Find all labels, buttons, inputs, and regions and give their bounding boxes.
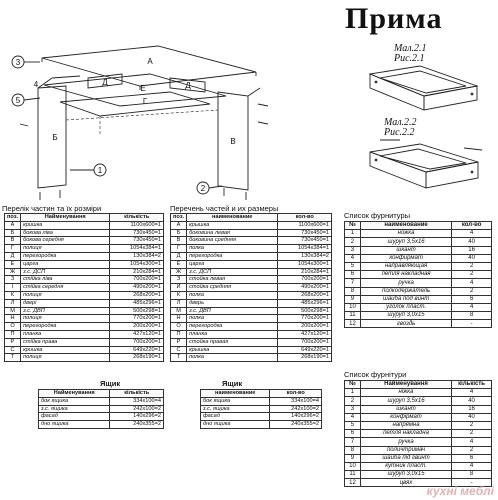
table-cell: К bbox=[5, 291, 21, 299]
table-row bbox=[171, 268, 332, 276]
table-cell: фасад bbox=[39, 413, 110, 421]
table-cell: 3 bbox=[345, 246, 361, 254]
table-row bbox=[171, 330, 332, 338]
table-cell: 7 bbox=[345, 438, 361, 446]
table-row bbox=[345, 238, 492, 246]
table-cell: 1 bbox=[345, 389, 361, 397]
table-cell: 11 bbox=[345, 471, 361, 479]
table-row bbox=[5, 338, 164, 346]
table-row bbox=[345, 397, 492, 405]
table-cell: 490x200=1 bbox=[278, 284, 332, 292]
table-row bbox=[5, 354, 164, 362]
table-cell: стойка средняя bbox=[187, 284, 278, 292]
table-cell: 6 bbox=[345, 430, 361, 438]
table-row bbox=[171, 291, 332, 299]
table-row bbox=[345, 471, 492, 479]
callout-3: 3 bbox=[15, 58, 21, 67]
table-row bbox=[171, 221, 332, 229]
table-cell: кришка bbox=[21, 221, 110, 229]
table-row bbox=[5, 268, 164, 276]
table-cell: 9 bbox=[345, 454, 361, 462]
table-cell: 6 bbox=[452, 454, 492, 462]
table-cell: 334x100=4 bbox=[110, 397, 164, 405]
table-cell: 200x200=1 bbox=[278, 323, 332, 331]
table-cell: крышка bbox=[187, 346, 278, 354]
table-row bbox=[5, 245, 164, 253]
table-cell: 6 bbox=[345, 271, 361, 279]
table-cell: ніжка bbox=[360, 389, 451, 397]
table-cell: 140x296=2 bbox=[270, 413, 322, 421]
table-cell: Г bbox=[5, 245, 21, 253]
table-cell: Ж bbox=[171, 268, 187, 276]
table-cell: 1100x600=1 bbox=[278, 221, 332, 229]
table-cell: з.с. ДВП bbox=[187, 307, 278, 315]
table-row bbox=[171, 338, 332, 346]
table-cell: Б bbox=[5, 229, 21, 237]
table-cell: 730x450=1 bbox=[278, 237, 332, 245]
table-cell: ножка bbox=[360, 230, 451, 238]
table-cell: гвоздь bbox=[360, 320, 451, 328]
table-cell: стійка ліва bbox=[21, 276, 110, 284]
table-cell: 5 bbox=[345, 421, 361, 429]
table-cell: перегородка bbox=[187, 252, 278, 260]
table-row bbox=[171, 315, 332, 323]
table-row bbox=[5, 291, 164, 299]
table-cell: бокова середня bbox=[21, 237, 110, 245]
table-row bbox=[345, 438, 492, 446]
table-cell: Ж bbox=[5, 268, 21, 276]
table-cell: 334x100=4 bbox=[270, 397, 322, 405]
table-cell: 2 bbox=[452, 446, 492, 454]
table-row bbox=[171, 237, 332, 245]
table-cell: полиця bbox=[21, 245, 110, 253]
table-row bbox=[345, 246, 492, 254]
table-cell: 8 bbox=[452, 312, 492, 320]
table-cell: шуруп 3,0x15 bbox=[360, 312, 451, 320]
table-row bbox=[171, 299, 332, 307]
table-cell: 16 bbox=[452, 246, 492, 254]
callout-1: 1 bbox=[97, 166, 103, 175]
table-row bbox=[5, 307, 164, 315]
col-name: Найменування bbox=[21, 214, 110, 222]
table-cell: 268x190=1 bbox=[278, 354, 332, 362]
watermark-logo: кухні меблі bbox=[426, 484, 494, 498]
table-row bbox=[345, 320, 492, 328]
table-row bbox=[5, 284, 164, 292]
table-row bbox=[5, 315, 164, 323]
table-cell: полиця bbox=[21, 354, 110, 362]
table-row bbox=[345, 462, 492, 470]
table-cell: полка bbox=[187, 291, 278, 299]
table-row bbox=[171, 229, 332, 237]
table-row bbox=[345, 312, 492, 320]
table-cell: Д bbox=[171, 252, 187, 260]
table-row bbox=[345, 389, 492, 397]
table-cell: бок ящика bbox=[39, 397, 110, 405]
hardware-ru-title: Список фурнитуры bbox=[344, 211, 411, 220]
table-row bbox=[201, 421, 322, 429]
table-cell: 10 bbox=[345, 303, 361, 311]
table-row bbox=[39, 413, 164, 421]
table-cell: перегородка bbox=[21, 323, 110, 331]
table-cell: 4 bbox=[452, 389, 492, 397]
table-row bbox=[171, 323, 332, 331]
table-cell: 200x200=1 bbox=[110, 323, 164, 331]
table-cell: дно ящика bbox=[201, 421, 270, 429]
table-cell: Л bbox=[5, 299, 21, 307]
table-cell: 210x284=1 bbox=[278, 268, 332, 276]
table-cell: 700x200=1 bbox=[110, 276, 164, 284]
table-cell: крышка bbox=[187, 221, 278, 229]
table-cell: шкант bbox=[360, 405, 451, 413]
table-row bbox=[5, 237, 164, 245]
drawer-ua-title: Ящик bbox=[100, 379, 121, 388]
table-cell: ручка bbox=[360, 279, 451, 287]
table-row bbox=[39, 397, 164, 405]
table-cell: 500x298=1 bbox=[110, 307, 164, 315]
table-cell: П bbox=[171, 330, 187, 338]
fig-caption-2: Мал.2.2 Рис.2.2 bbox=[384, 117, 417, 138]
table-cell: Н bbox=[5, 315, 21, 323]
table-row bbox=[171, 354, 332, 362]
table-cell: планка bbox=[187, 330, 278, 338]
table-cell: направляющая bbox=[360, 262, 451, 270]
table-cell: Е bbox=[171, 260, 187, 268]
table-cell: 40 bbox=[452, 413, 492, 421]
table-cell: Т bbox=[171, 354, 187, 362]
table-row bbox=[345, 421, 492, 429]
table-cell: А bbox=[5, 221, 21, 229]
table-cell: кришка bbox=[21, 346, 110, 354]
table-cell: 130x384=2 bbox=[110, 252, 164, 260]
parts-ua-title: Перелік частин та їх розміри bbox=[2, 204, 102, 213]
table-cell: 4 bbox=[452, 230, 492, 238]
callout-4: 4 bbox=[33, 80, 39, 89]
table-cell: П bbox=[5, 330, 21, 338]
table-row bbox=[345, 430, 492, 438]
parts-ua-table bbox=[4, 213, 164, 362]
table-cell: 10 bbox=[345, 462, 361, 470]
table-row bbox=[5, 299, 164, 307]
callout-5: 5 bbox=[15, 96, 21, 105]
table-cell: 6 bbox=[452, 295, 492, 303]
table-cell: планка bbox=[21, 330, 110, 338]
drawer-ru-title: Ящик bbox=[222, 379, 243, 388]
table-cell: 4 bbox=[452, 303, 492, 311]
table-row bbox=[171, 260, 332, 268]
table-cell: Е bbox=[5, 260, 21, 268]
table-cell: 7 bbox=[345, 279, 361, 287]
table-cell: перегородка bbox=[187, 323, 278, 331]
table-row bbox=[5, 221, 164, 229]
table-cell: Н bbox=[171, 315, 187, 323]
table-cell: 8 bbox=[452, 471, 492, 479]
top-panel-outline bbox=[42, 46, 256, 86]
table-row bbox=[201, 405, 322, 413]
table-row bbox=[171, 284, 332, 292]
table-cell: петля накладна bbox=[360, 430, 451, 438]
table-cell: бок ящика bbox=[201, 397, 270, 405]
panel-d-label-2: Д bbox=[185, 81, 191, 90]
table-cell: 40 bbox=[452, 254, 492, 262]
table-cell: ручка bbox=[360, 438, 451, 446]
table-cell: стійка права bbox=[21, 338, 110, 346]
table-cell: боковина левая bbox=[187, 229, 278, 237]
callout-2: 2 bbox=[200, 184, 206, 193]
table-cell: 1054x300=1 bbox=[278, 260, 332, 268]
panel-v-label: В bbox=[230, 137, 236, 146]
table-cell: - bbox=[452, 320, 492, 328]
table-cell: Р bbox=[5, 338, 21, 346]
table-row bbox=[345, 295, 492, 303]
table-row bbox=[345, 262, 492, 270]
table-cell: М bbox=[171, 307, 187, 315]
table-cell: полка bbox=[187, 354, 278, 362]
table-cell: 730x450=1 bbox=[278, 229, 332, 237]
table-row bbox=[345, 413, 492, 421]
table-row bbox=[5, 252, 164, 260]
table-row bbox=[345, 279, 492, 287]
table-row bbox=[345, 446, 492, 454]
table-cell: Г bbox=[171, 245, 187, 253]
table-cell: 8 bbox=[345, 446, 361, 454]
table-cell: 3 bbox=[345, 405, 361, 413]
panel-b-label: Б bbox=[52, 133, 58, 142]
table-cell: 240x355=2 bbox=[270, 421, 322, 429]
table-cell: боковина средняя bbox=[187, 237, 278, 245]
table-row bbox=[345, 271, 492, 279]
table-cell: В bbox=[5, 237, 21, 245]
table-cell: 2 bbox=[345, 397, 361, 405]
table-row bbox=[345, 405, 492, 413]
hardware-ua-table: № Найменування кількість 1 ніжка 4 2 шуруп 3,5x16 40 3 шкант 16 4 конфірмат 40 5 напрямна 2 6 петля накладна 2 7 ручка 4 8 поличтримач 2 9 шайба під гвинт 6 10 кутник пласт. 4 11 шуруп 3,0x15 8 12 цвях - bbox=[344, 380, 492, 487]
table-cell: 268x200=1 bbox=[110, 291, 164, 299]
table-cell: шайба під гвинт bbox=[360, 454, 451, 462]
table-cell: 2 bbox=[452, 430, 492, 438]
table-cell: з.с. ящика bbox=[201, 405, 270, 413]
drawer-ru-table: наименование кол-во бок ящика 334x100=4 з.с. ящика 242x100=2 фасад 140x296=2 дно ящика 240x355=2 bbox=[200, 389, 322, 429]
table-cell: 9 bbox=[345, 295, 361, 303]
table-cell: 240x355=2 bbox=[110, 421, 164, 429]
table-cell: напрямна bbox=[360, 421, 451, 429]
table-cell: шайба под винт bbox=[360, 295, 451, 303]
table-cell: перегородка bbox=[21, 252, 110, 260]
table-cell: уголок пласт. bbox=[360, 303, 451, 311]
table-cell: фасад bbox=[201, 413, 270, 421]
table-cell: Л bbox=[171, 299, 187, 307]
col-pos: поз. bbox=[5, 214, 21, 222]
table-cell: И bbox=[171, 284, 187, 292]
table-cell: 12 bbox=[345, 479, 361, 487]
table-row bbox=[345, 287, 492, 295]
table-cell: полка bbox=[187, 245, 278, 253]
table-cell: полиця bbox=[21, 315, 110, 323]
page-title: Прима bbox=[345, 2, 443, 35]
drawer-ua-table: Найменування кількість бок ящика 334x100=4 з.с. ящика 242x100=2 фасад 140x296=2 дно ящика 240x355=2 bbox=[38, 389, 164, 429]
table-cell: 268x200=1 bbox=[278, 291, 332, 299]
table-cell: стойка левая bbox=[187, 276, 278, 284]
table-cell: дверь bbox=[187, 299, 278, 307]
table-cell: 242x100=2 bbox=[110, 405, 164, 413]
table-cell: М bbox=[5, 307, 21, 315]
table-cell: дно ящика bbox=[39, 421, 110, 429]
table-cell: з.с. ДВП bbox=[21, 307, 110, 315]
table-cell: 12 bbox=[345, 320, 361, 328]
table-cell: 4 bbox=[452, 438, 492, 446]
table-row bbox=[345, 254, 492, 262]
table-cell: 700x200=1 bbox=[110, 338, 164, 346]
table-cell: В bbox=[171, 237, 187, 245]
table-cell: 427x120=1 bbox=[110, 330, 164, 338]
table-cell: 490x200=1 bbox=[110, 284, 164, 292]
table-cell: 485x296=1 bbox=[278, 299, 332, 307]
table-row bbox=[5, 260, 164, 268]
table-cell: - bbox=[452, 479, 492, 487]
table-row bbox=[5, 229, 164, 237]
table-row bbox=[171, 245, 332, 253]
table-cell: 700x200=1 bbox=[278, 276, 332, 284]
table-cell: З bbox=[171, 276, 187, 284]
table-cell: кутник пласт. bbox=[360, 462, 451, 470]
table-cell: 427x120=1 bbox=[278, 330, 332, 338]
table-cell: 2 bbox=[345, 238, 361, 246]
table-cell: конфирмат bbox=[360, 254, 451, 262]
table-cell: з.с. ДСП bbox=[187, 268, 278, 276]
table-row bbox=[345, 454, 492, 462]
table-cell: шкант bbox=[360, 246, 451, 254]
table-cell: К bbox=[171, 291, 187, 299]
table-row bbox=[171, 252, 332, 260]
table-cell: двері bbox=[21, 299, 110, 307]
table-cell: 700x200=1 bbox=[278, 338, 332, 346]
table-cell: 770x200=1 bbox=[110, 315, 164, 323]
drawer-drawing-1 bbox=[362, 62, 487, 112]
table-row bbox=[345, 230, 492, 238]
table-cell: Д bbox=[5, 252, 21, 260]
table-cell: 2 bbox=[452, 421, 492, 429]
table-row bbox=[5, 346, 164, 354]
table-cell: 4 bbox=[452, 279, 492, 287]
desk-assembly-drawing bbox=[0, 40, 290, 200]
table-cell: полкодержатель bbox=[360, 287, 451, 295]
table-row bbox=[39, 421, 164, 429]
table-cell: 649x220=1 bbox=[110, 346, 164, 354]
table-cell: 40 bbox=[452, 238, 492, 246]
table-cell: полиця bbox=[21, 291, 110, 299]
table-cell: 16 bbox=[452, 405, 492, 413]
table-row bbox=[171, 346, 332, 354]
table-cell: 4 bbox=[452, 462, 492, 470]
table-cell: 1054x384=1 bbox=[110, 245, 164, 253]
table-cell: 40 bbox=[452, 397, 492, 405]
table-cell: шуруп 3,5x16 bbox=[360, 238, 451, 246]
table-cell: Б bbox=[171, 229, 187, 237]
table-cell: шуруп 3,0x15 bbox=[360, 471, 451, 479]
table-row bbox=[39, 405, 164, 413]
table-cell: 730x450=1 bbox=[110, 237, 164, 245]
table-cell: 1100x600=1 bbox=[110, 221, 164, 229]
col-qty: кількість bbox=[110, 214, 164, 222]
table-cell: 4 bbox=[345, 413, 361, 421]
table-cell: О bbox=[5, 323, 21, 331]
table-cell: 2 bbox=[452, 262, 492, 270]
table-row bbox=[5, 323, 164, 331]
table-row bbox=[201, 413, 322, 421]
table-cell: 649x220=1 bbox=[278, 346, 332, 354]
table-row bbox=[345, 303, 492, 311]
table-cell: Р bbox=[171, 338, 187, 346]
table-row bbox=[201, 397, 322, 405]
table-row bbox=[171, 276, 332, 284]
table-cell: царга bbox=[21, 260, 110, 268]
drawer-drawing-2 bbox=[360, 136, 490, 194]
table-cell: 130x384=2 bbox=[278, 252, 332, 260]
table-row bbox=[5, 330, 164, 338]
table-cell: 2 bbox=[452, 287, 492, 295]
table-cell: 1054x384=1 bbox=[278, 245, 332, 253]
table-cell: бокова ліва bbox=[21, 229, 110, 237]
table-cell: 210x284=1 bbox=[110, 268, 164, 276]
table-cell: 4 bbox=[345, 254, 361, 262]
table-cell: з.с. ДСП bbox=[21, 268, 110, 276]
table-cell: З bbox=[5, 276, 21, 284]
table-cell: 500x298=1 bbox=[278, 307, 332, 315]
table-cell: конфірмат bbox=[360, 413, 451, 421]
table-cell: поличтримач bbox=[360, 446, 451, 454]
panel-g-label: Г bbox=[142, 97, 148, 106]
table-cell: Т bbox=[5, 354, 21, 362]
table-row bbox=[171, 307, 332, 315]
table-cell: стійка середня bbox=[21, 284, 110, 292]
panel-e-label: Е bbox=[140, 84, 146, 93]
parts-ru-table: поз. наименование кол-во А крышка 1100x600=1 Б боковина левая 730x450=1 В боковина средняя 730x450=1 Г полка 1054x384=1 Д перегородка 130x384=2 Е царга 1054x300=1 Ж з.с. ДСП 210x284=1 З стойка левая 700x200=1 И стойка средняя 490x200=1 К полка 268x200=1 Л дверь 485x296=1 М з.с. ДВП 500x298=1 Н полка 770x200=1 О перегородка 200x200=1 П планка 427x120=1 Р стойка правая 700x200=1 С крышка 649x220=1 Т полка 268x190=1 bbox=[170, 213, 332, 362]
table-cell: 2 bbox=[452, 271, 492, 279]
table-cell: стойка правая bbox=[187, 338, 278, 346]
fig-caption-1: Мал.2.1 Рис.2.1 bbox=[394, 43, 427, 64]
table-row bbox=[5, 276, 164, 284]
table-cell: 242x100=2 bbox=[270, 405, 322, 413]
table-cell: 485x296=1 bbox=[110, 299, 164, 307]
table-cell: 5 bbox=[345, 262, 361, 270]
table-cell: С bbox=[171, 346, 187, 354]
panel-d-label: Д bbox=[102, 78, 108, 87]
table-cell: І bbox=[5, 284, 21, 292]
table-cell: шуруп 3,5x16 bbox=[360, 397, 451, 405]
table-cell: 770x200=1 bbox=[278, 315, 332, 323]
table-cell: А bbox=[171, 221, 187, 229]
panel-a-label: А bbox=[147, 57, 153, 66]
table-cell: С bbox=[5, 346, 21, 354]
table-cell: 140x296=2 bbox=[110, 413, 164, 421]
table-cell: 11 bbox=[345, 312, 361, 320]
hardware-ua-title: Список фурнітури bbox=[344, 370, 407, 379]
table-cell: царга bbox=[187, 260, 278, 268]
table-cell: 730x450=1 bbox=[110, 229, 164, 237]
table-cell: 1054x300=1 bbox=[110, 260, 164, 268]
table-cell: полка bbox=[187, 315, 278, 323]
table-cell: з.с. ящика bbox=[39, 405, 110, 413]
parts-ru-title: Перечень частей и их размеры bbox=[170, 204, 279, 213]
table-cell: 8 bbox=[345, 287, 361, 295]
table-cell: цвях bbox=[360, 479, 451, 487]
table-cell: 268x190=1 bbox=[110, 354, 164, 362]
hardware-ru-table: № наименование кол-во 1 ножка 4 2 шуруп 3,5x16 40 3 шкант 16 4 конфирмат 40 5 направляющая 2 6 петля накладная 2 7 ручка 4 8 полкодержатель 2 9 шайба под винт 6 10 уголок пласт. 4 11 шуруп 3,0x15 8 12 гвоздь - bbox=[344, 221, 492, 328]
table-cell: 1 bbox=[345, 230, 361, 238]
table-cell: О bbox=[171, 323, 187, 331]
table-cell: петля накладная bbox=[360, 271, 451, 279]
